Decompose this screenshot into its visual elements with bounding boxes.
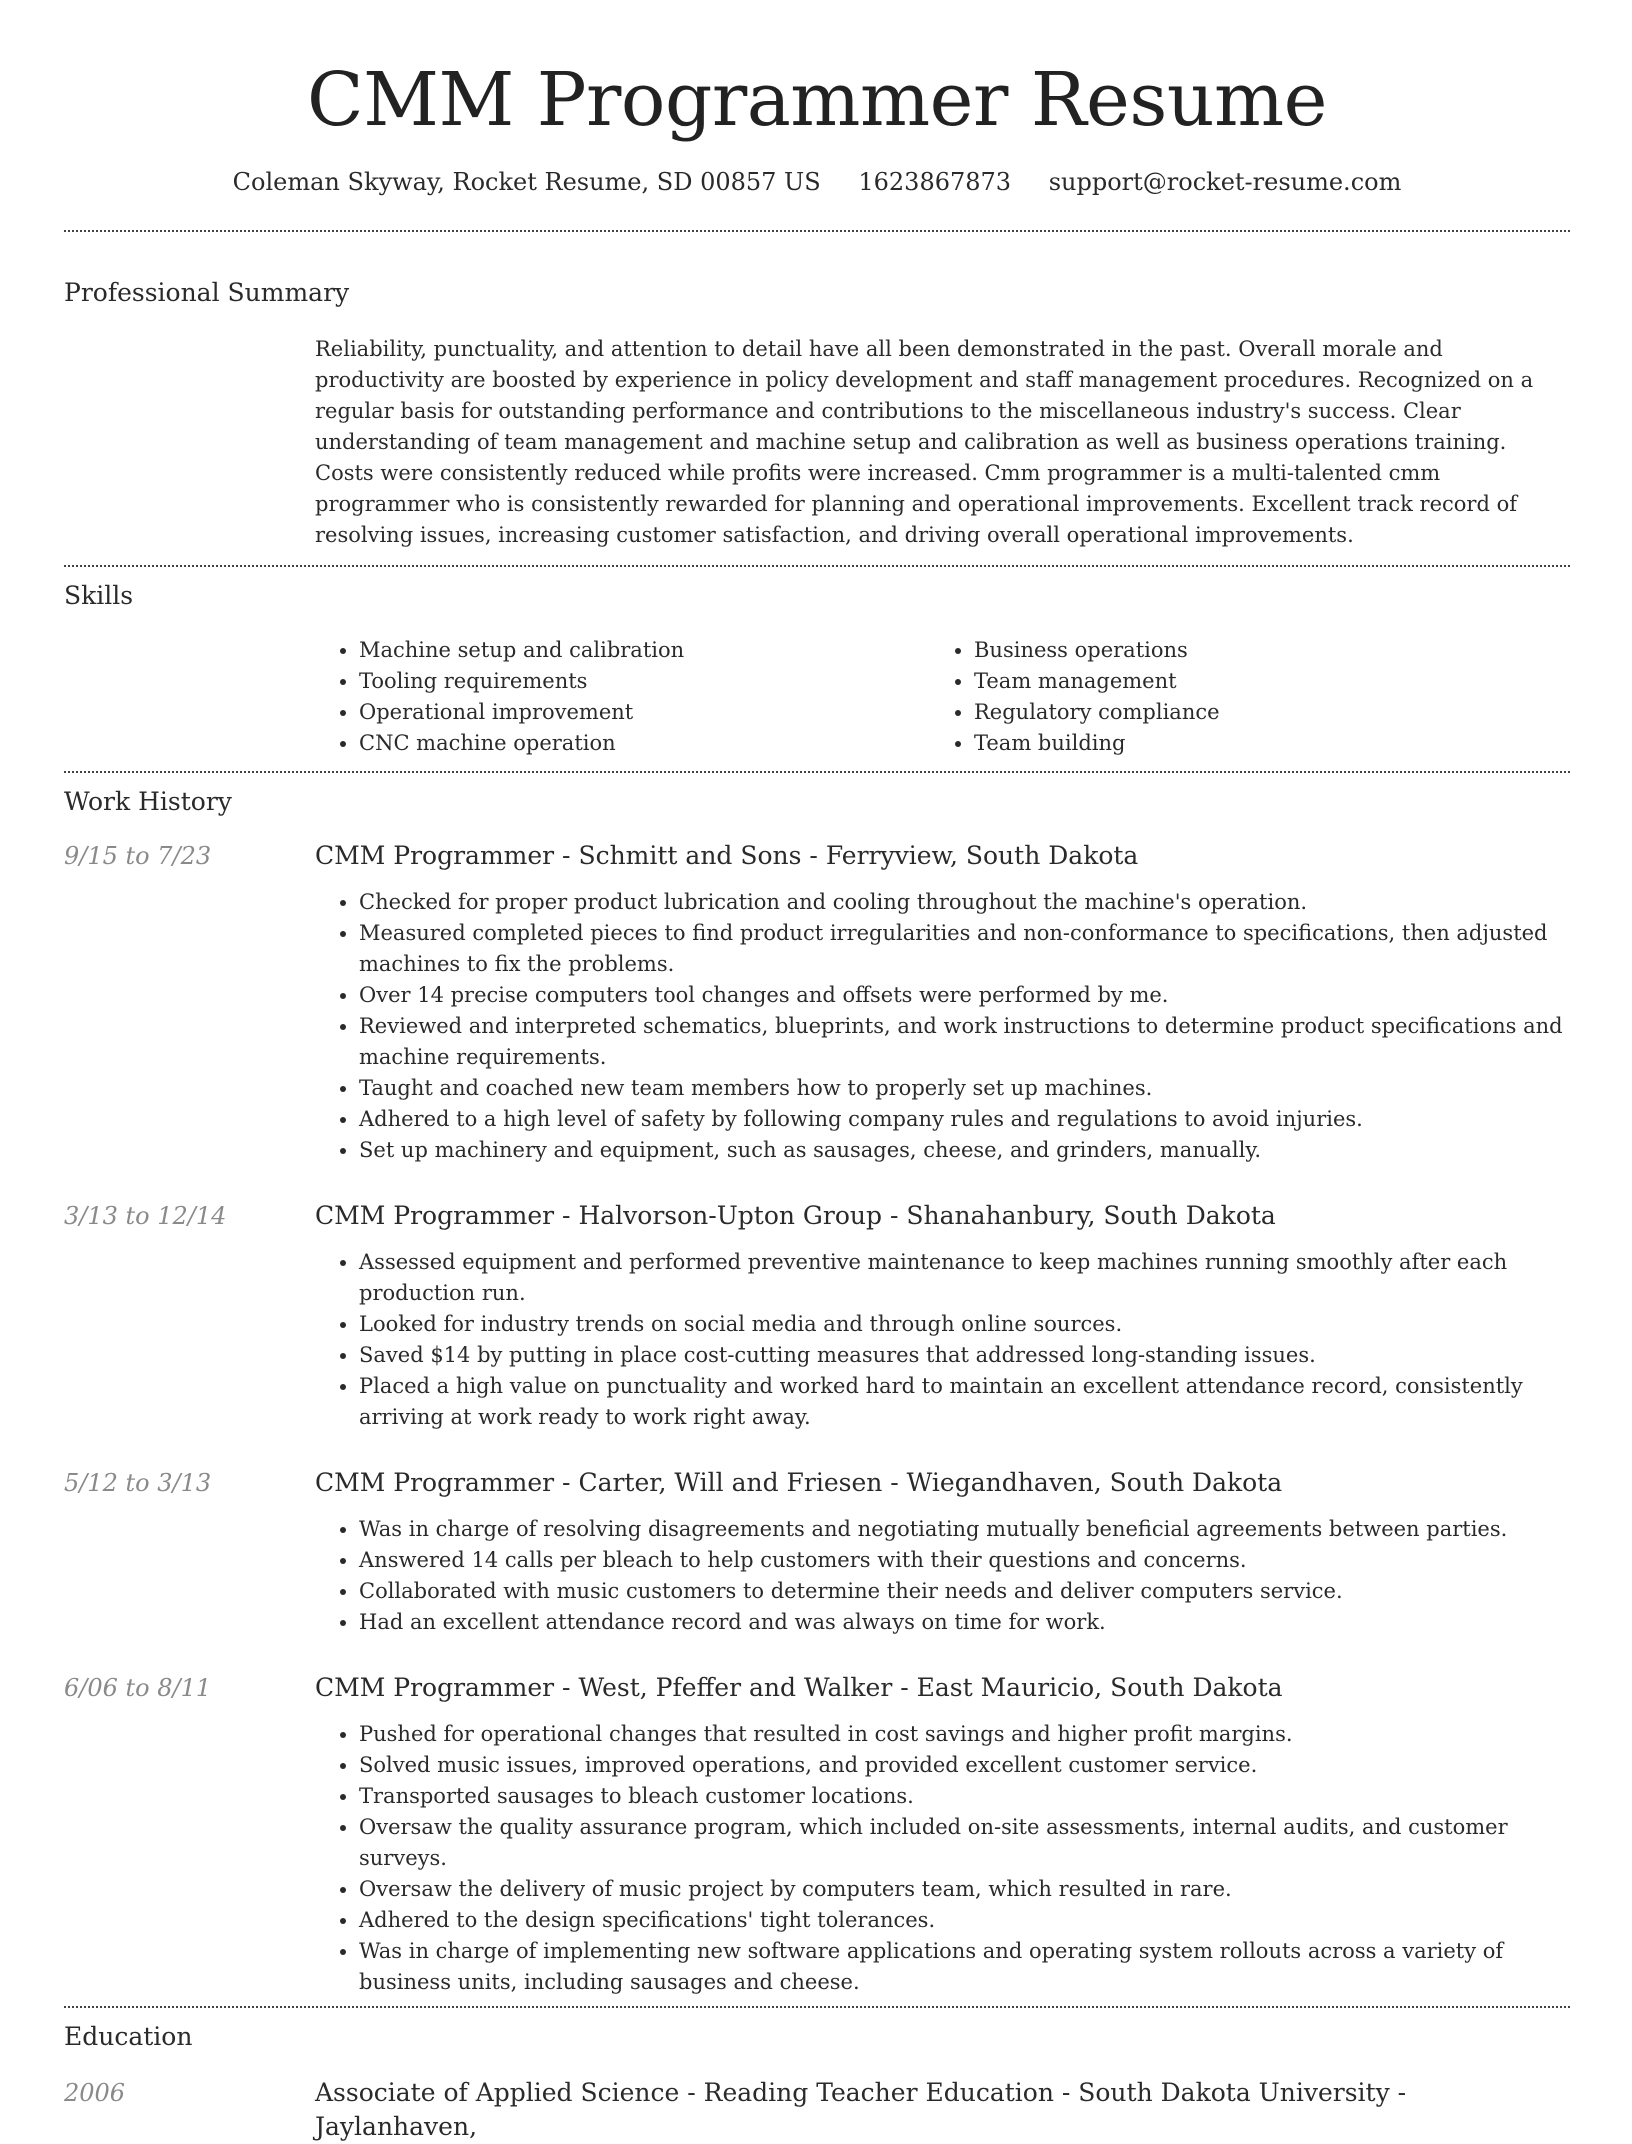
job-title: CMM Programmer - Carter, Will and Friesen - Wiegandhaven, South Dakota xyxy=(315,1468,1283,1497)
job-bullet: • Had an excellent attendance record and was always on time for work. xyxy=(359,1607,1570,1638)
education-entry xyxy=(64,2076,1570,2144)
job-bullet: • Reviewed and interpreted schematics, blueprints, and work instructions to determine product specifications and machine requirements. xyxy=(359,1011,1570,1073)
skill-item: • Tooling requirements xyxy=(359,666,930,697)
job-bullet: • Set up machinery and equipment, such as sausages, cheese, and grinders, manually. xyxy=(359,1135,1570,1166)
job-bullet: • Was in charge of implementing new software applications and operating system rollouts across a variety of business units, including sausages and cheese. xyxy=(359,1936,1570,1998)
job-body xyxy=(315,839,1570,1166)
job-bullet: • Oversaw the delivery of music project by computers team, which resulted in rare. xyxy=(359,1874,1570,1905)
job-list xyxy=(64,839,1570,1998)
skills-section xyxy=(64,567,1570,771)
skill-item: • Operational improvement xyxy=(359,697,930,728)
job-bullet: • Transported sausages to bleach customer locations. xyxy=(359,1781,1570,1812)
job-bullet: • Assessed equipment and performed preventive maintenance to keep machines running smoothly after each production run. xyxy=(359,1247,1570,1309)
job-bullet: • Answered 14 calls per bleach to help customers with their questions and concerns. xyxy=(359,1545,1570,1576)
job-bullet: • Checked for proper product lubrication and cooling throughout the machine's operation. xyxy=(359,887,1570,918)
job-entry xyxy=(64,1671,1570,1998)
job-title: CMM Programmer - West, Pfeffer and Walker - East Mauricio, South Dakota xyxy=(315,1673,1283,1702)
skill-item: • Business operations xyxy=(974,635,1545,666)
contact-phone: 1623867873 xyxy=(858,168,1012,196)
summary-section xyxy=(64,232,1570,565)
job-entry xyxy=(64,1466,1570,1638)
contact-email: support@rocket-resume.com xyxy=(1048,168,1402,196)
job-bullets xyxy=(315,887,1570,1166)
job-bullets xyxy=(315,1719,1570,1998)
education-date: 2006 xyxy=(64,2079,126,2107)
job-body xyxy=(315,1671,1570,1998)
job-date: 5/12 to 3/13 xyxy=(64,1469,212,1497)
skills-heading: Skills xyxy=(64,581,134,610)
resume-page xyxy=(64,0,1570,2144)
job-bullet: • Pushed for operational changes that resulted in cost savings and higher profit margins. xyxy=(359,1719,1570,1750)
education-section xyxy=(64,2008,1570,2144)
job-title: CMM Programmer - Halvorson-Upton Group - Shanahanbury, South Dakota xyxy=(315,1201,1276,1230)
job-bullet: • Taught and coached new team members how to properly set up machines. xyxy=(359,1073,1570,1104)
job-entry xyxy=(64,1199,1570,1433)
skill-item: • CNC machine operation xyxy=(359,728,930,759)
education-heading: Education xyxy=(64,2022,193,2051)
work-history-heading: Work History xyxy=(64,787,232,816)
job-bullet: • Was in charge of resolving disagreements and negotiating mutually beneficial agreements between parties. xyxy=(359,1514,1570,1545)
job-bullet: • Over 14 precise computers tool changes and offsets were performed by me. xyxy=(359,980,1570,1011)
resume-title: CMM Programmer Resume xyxy=(307,57,1327,143)
job-bullets xyxy=(315,1514,1570,1638)
job-bullet: • Looked for industry trends on social media and through online sources. xyxy=(359,1309,1570,1340)
contact-info xyxy=(64,166,1570,198)
skill-item: • Regulatory compliance xyxy=(974,697,1545,728)
job-date: 9/15 to 7/23 xyxy=(64,842,212,870)
job-bullet: • Adhered to the design specifications' tight tolerances. xyxy=(359,1905,1570,1936)
job-title: CMM Programmer - Schmitt and Sons - Ferryview, South Dakota xyxy=(315,841,1139,870)
contact-address: Coleman Skyway, Rocket Resume, SD 00857 US xyxy=(232,168,821,196)
job-bullets xyxy=(315,1247,1570,1433)
job-date: 6/06 to 8/11 xyxy=(64,1674,212,1702)
skill-item: • Team management xyxy=(974,666,1545,697)
job-bullet: • Collaborated with music customers to determine their needs and deliver computers service. xyxy=(359,1576,1570,1607)
skills-list-left xyxy=(315,635,930,759)
job-date: 3/13 to 12/14 xyxy=(64,1202,227,1230)
education-title: Associate of Applied Science - Reading Teacher Education - South Dakota University - Jaylanhaven, xyxy=(315,2078,1407,2141)
job-bullet: • Saved $14 by putting in place cost-cutting measures that addressed long-standing issues. xyxy=(359,1340,1570,1371)
skill-item: • Team building xyxy=(974,728,1545,759)
job-body xyxy=(315,1199,1570,1433)
job-bullet: • Placed a high value on punctuality and worked hard to maintain an excellent attendance record, consistently arriving at work ready to work right away. xyxy=(359,1371,1570,1433)
skills-columns xyxy=(315,635,1570,771)
job-bullet: • Solved music issues, improved operations, and provided excellent customer service. xyxy=(359,1750,1570,1781)
summary-heading: Professional Summary xyxy=(64,278,350,307)
summary-text: Reliability, punctuality, and attention to detail have all been demonstrated in the past. Overall morale and productivity are boosted by experience in policy development and staff management procedures. Recognized on a regular basis for outstanding performance and contributions to the miscellaneous industry's success. Clear understanding of team management and machine setup and calibration as well as business operations training. Costs were consistently reduced while profits were increased. Cmm programmer is a multi-talented cmm programmer who is consistently rewarded for planning and operational improvements. Excellent track record of resolving issues, increasing customer satisfaction, and driving overall operational improvements. xyxy=(315,337,1534,547)
job-bullet: • Adhered to a high level of safety by following company rules and regulations to avoid injuries. xyxy=(359,1104,1570,1135)
job-body xyxy=(315,1466,1570,1638)
skills-list-right xyxy=(930,635,1545,759)
work-history-section xyxy=(64,773,1570,1998)
skill-item: • Machine setup and calibration xyxy=(359,635,930,666)
job-bullet: • Measured completed pieces to find product irregularities and non-conformance to specifications, then adjusted machines to fix the problems. xyxy=(359,918,1570,980)
job-bullet: • Oversaw the quality assurance program, which included on-site assessments, internal audits, and customer surveys. xyxy=(359,1812,1570,1874)
job-entry xyxy=(64,839,1570,1166)
